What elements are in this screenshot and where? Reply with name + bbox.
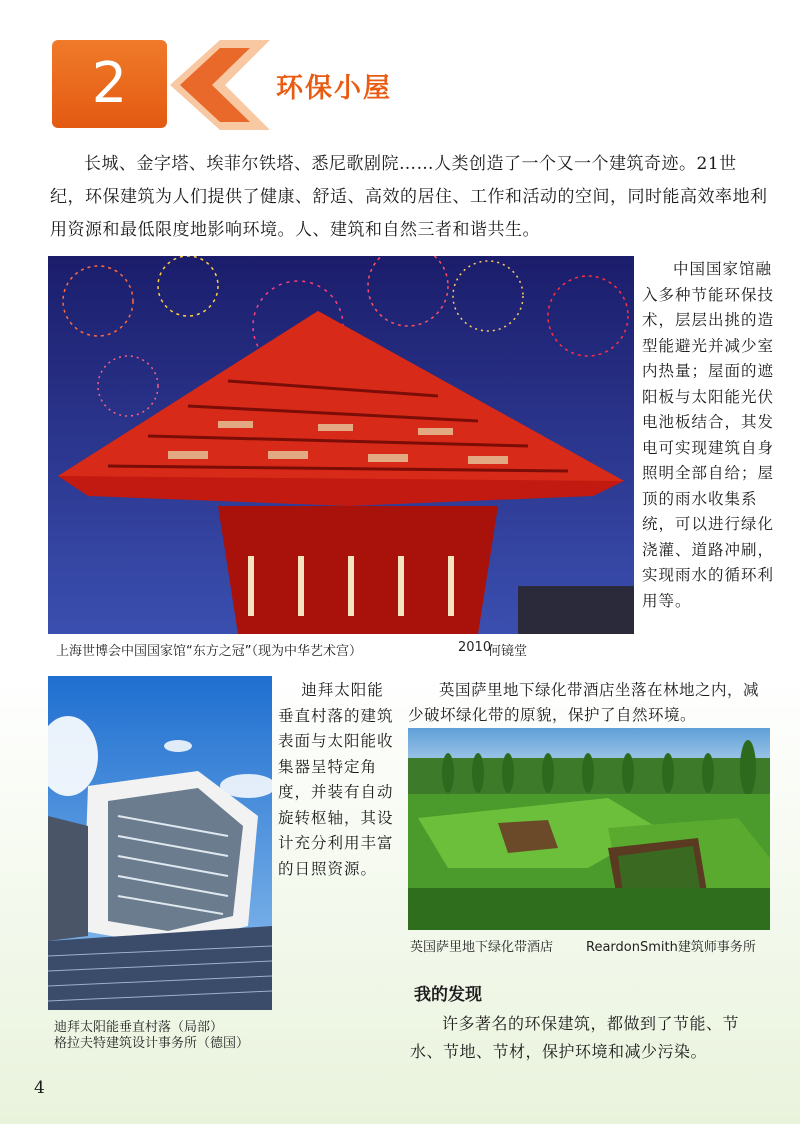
uk-hotel-photo <box>408 728 770 930</box>
dubai-description: 迪拜太阳能垂直村落的建筑表面与太阳能收集器呈特定角度，并装有自动旋转枢轴，其设计充分利用丰富的日照资源。 <box>278 681 394 878</box>
china-pavilion-caption: 上海世博会中国国家馆“东方之冠”（现为中华艺术宫） <box>56 644 362 659</box>
dubai-caption: 迪拜太阳能垂直村落（局部） <box>54 1020 224 1035</box>
dubai-architect-caption: 格拉夫特建筑设计事务所（德国） <box>54 1036 250 1051</box>
china-pavilion-photo <box>48 256 634 634</box>
uk-hotel-firm-caption: ReardonSmith建筑师事务所 <box>586 940 756 955</box>
uk-hotel-description: 英国萨里地下绿化带酒店坐落在林地之内，减少破坏绿化带的原貌，保护了自然环境。 <box>408 681 760 724</box>
lesson-number-badge: 2 <box>52 40 167 128</box>
china-pavilion-description: 中国国家馆融入多种节能环保技术，层层出挑的造型能避光并减少室内热量；屋面的遮阳板与太阳能光伏电池板结合，其发电可实现建筑自身照明全部自给；屋顶的雨水收集系统，可以进行绿化浇灌、道路冲刷，实现雨水的循环利用等。 <box>642 260 775 610</box>
lesson-title: 环保小屋 <box>276 73 392 104</box>
china-pavilion-year: 2010 <box>458 640 492 655</box>
dubai-solar-village-photo <box>48 676 272 1010</box>
uk-hotel-caption: 英国萨里地下绿化带酒店 <box>410 940 554 955</box>
discovery-heading: 我的发现 <box>414 985 482 1005</box>
page-number: 4 <box>34 1078 45 1098</box>
arrow-icon <box>150 40 270 130</box>
discovery-paragraph: 许多著名的环保建筑，都做到了节能、节水、节地、节材，保护环境和减少污染。 <box>410 1014 740 1061</box>
china-pavilion-author: 何镜堂 <box>488 644 528 659</box>
intro-paragraph: 长城、金字塔、埃菲尔铁塔、悉尼歌剧院……人类创造了一个又一个建筑奇迹。21世纪，环保建筑为人们提供了健康、舒适、高效的居住、工作和活动的空间，同时能高效率地利用资源和最低限度地影响环境。人、建筑和自然三者和谐共生。 <box>50 154 768 240</box>
